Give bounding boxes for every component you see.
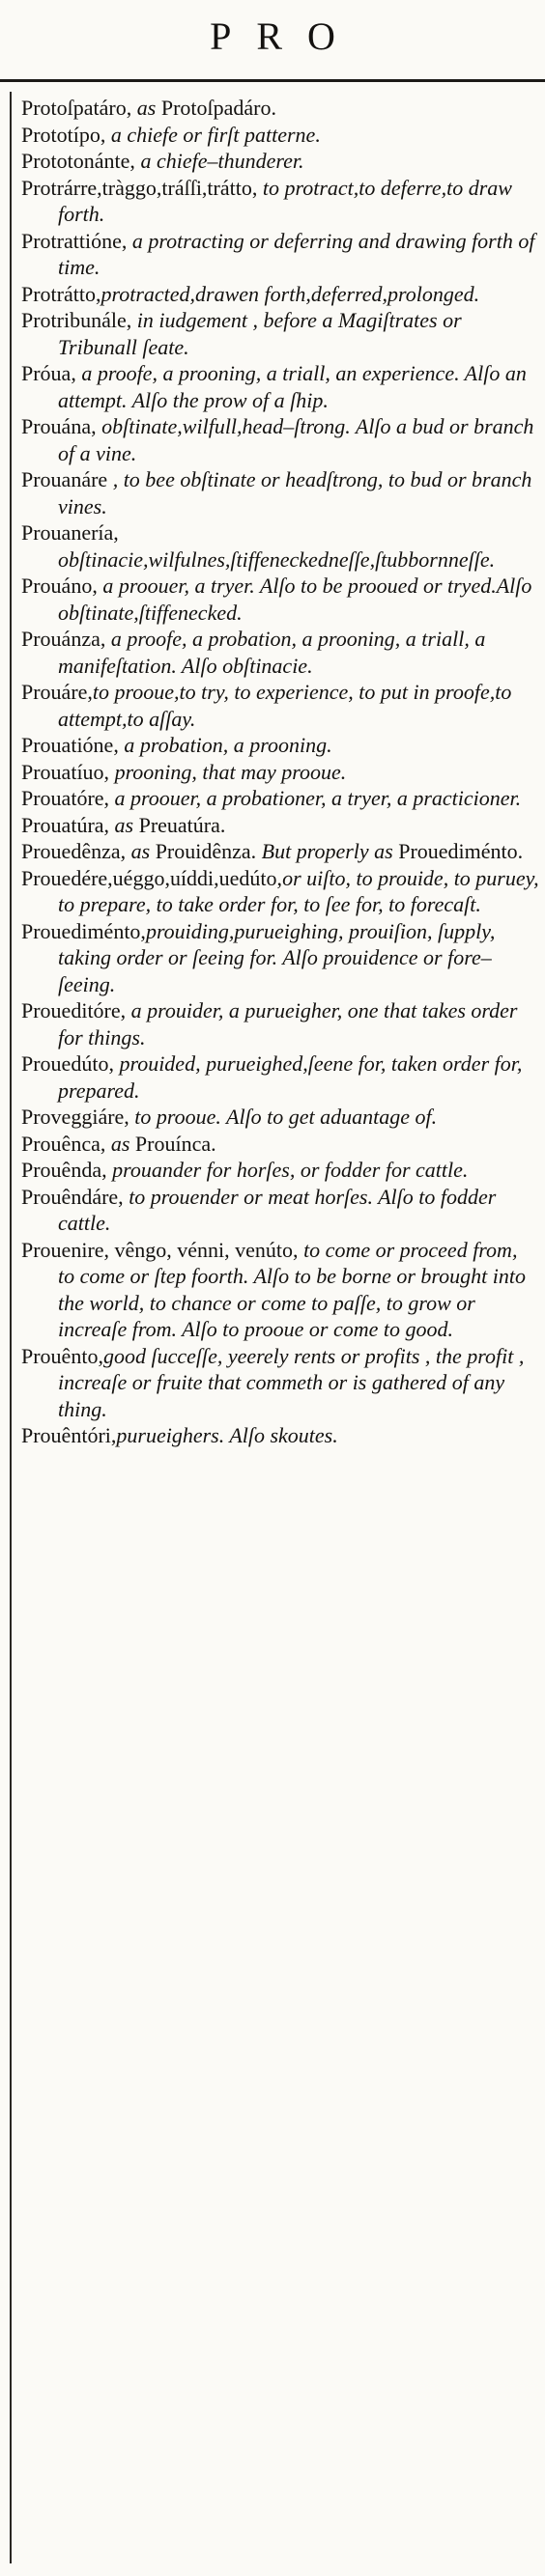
definition: a probation, a prooning. bbox=[118, 733, 332, 757]
dictionary-entry bbox=[21, 1131, 539, 1158]
definition: a proofe, a prooning, a triall, an experience. Alſo an attempt. Alſo the prow of a ſhip. bbox=[58, 361, 532, 412]
headword: Protribunále, bbox=[21, 308, 132, 332]
definition: or uiſto, to prouide, to puruey, to prepare, to take order for, to ſee for, to forecaſt. bbox=[58, 865, 545, 916]
dictionary-entry bbox=[21, 997, 539, 1050]
headword: Prouána, bbox=[21, 414, 97, 438]
definition: protracted,drawen forth,deferred,prolonged. bbox=[100, 281, 480, 306]
headword: Próua, bbox=[21, 361, 76, 385]
definition: prooning, that may prooue. bbox=[109, 759, 347, 784]
cross-reference: Prouediménto. bbox=[398, 839, 524, 863]
dictionary-entry bbox=[21, 812, 539, 839]
headword: Prouatóre, bbox=[21, 786, 110, 810]
headword: Prototonánte, bbox=[21, 149, 135, 173]
cross-reference: Prouidênza. bbox=[155, 839, 257, 863]
dictionary-entry bbox=[21, 360, 539, 413]
definition: a chiefe–thunderer. bbox=[134, 149, 304, 173]
definition: to come or proceed from, to come or ſtep foorth. Alſo to be borne or brought into the world, to chance or come to paſſe, to grow or increaſe from. Alſo to prooue or come to good. bbox=[58, 1237, 531, 1341]
definition: in iudgement , before a Magiſtrates or Tribunall ſeate. bbox=[58, 308, 468, 359]
headword: Prouáno, bbox=[21, 574, 98, 598]
definition: to prooue,to try, to experience, to put in proofe,to attempt,to aſſay. bbox=[58, 680, 517, 731]
headword: Proveggiáre, bbox=[21, 1105, 129, 1129]
dictionary-entry bbox=[21, 148, 539, 175]
running-head: PRO bbox=[210, 14, 360, 58]
headword: Protoſpatáro, bbox=[21, 96, 132, 120]
definition: as bbox=[105, 1131, 135, 1156]
cross-reference: Preuatúra. bbox=[138, 812, 226, 837]
definition: to prouender or meat horſes. Alſo to fodder cattle. bbox=[58, 1184, 502, 1235]
dictionary-entry bbox=[21, 1422, 539, 1449]
definition: to prooue. Alſo to get aduantage of. bbox=[129, 1105, 438, 1129]
headword: Prouatióne, bbox=[21, 733, 119, 757]
headword: Prouediménto, bbox=[21, 918, 146, 943]
dictionary-entry bbox=[21, 281, 539, 308]
dictionary-entry bbox=[21, 679, 539, 732]
dictionary-entry bbox=[21, 1157, 539, 1184]
dictionary-entry bbox=[21, 918, 539, 998]
definition: as bbox=[109, 812, 139, 837]
headword: Prouáre, bbox=[21, 680, 93, 704]
definition: a protracting or deferring and drawing forth of time. bbox=[58, 228, 540, 279]
dictionary-entry bbox=[21, 175, 539, 228]
definition: good ſucceſſe, yeerely rents or profits , the profit , increaſe or fruite that commeth or is gathered of any thing. bbox=[58, 1343, 530, 1421]
dictionary-entry bbox=[21, 865, 545, 918]
headword: Prouêndáre, bbox=[21, 1184, 124, 1209]
headword: Prouatíuo, bbox=[21, 759, 110, 784]
definition: , to bee obſtinate or headſtrong, to bud or branch vines. bbox=[58, 467, 537, 518]
definition: purueighers. Alſo skoutes. bbox=[116, 1423, 338, 1447]
headword: Prouênda, bbox=[21, 1158, 107, 1182]
headword: Prouatúra, bbox=[21, 812, 110, 837]
header-rule bbox=[0, 79, 545, 82]
dictionary-entry bbox=[21, 1343, 539, 1423]
dictionary-entry bbox=[21, 759, 539, 786]
definition-continued: But properly as bbox=[256, 839, 399, 863]
headword: Protrattióne, bbox=[21, 228, 128, 253]
entry-column bbox=[21, 95, 545, 1449]
dictionary-entry bbox=[21, 413, 539, 466]
headword: Prouênto, bbox=[21, 1343, 103, 1368]
headword: Prouedére,uéggo,uíddi,uedúto, bbox=[21, 865, 283, 890]
dictionary-entry bbox=[21, 95, 539, 122]
definition: a prouider, a purueigher, one that takes order for things. bbox=[58, 998, 523, 1050]
dictionary-entry bbox=[21, 626, 539, 679]
headword: Prouêntóri, bbox=[21, 1423, 117, 1447]
headword: Prouánza, bbox=[21, 627, 106, 651]
dictionary-entry bbox=[21, 732, 539, 759]
column-rule bbox=[10, 92, 12, 2563]
definition: as bbox=[126, 839, 156, 863]
dictionary-entry bbox=[21, 466, 539, 519]
definition: a proofe, a probation, a prooning, a triall, a manifeſtation. Alſo obſtinacie. bbox=[58, 627, 491, 678]
dictionary-entry bbox=[21, 838, 539, 865]
headword: Proueditóre, bbox=[21, 998, 127, 1022]
dictionary-entry bbox=[21, 1184, 539, 1237]
dictionary-entry bbox=[21, 519, 539, 573]
headword: Prouenire, vêngo, vénni, venúto, bbox=[21, 1237, 299, 1262]
dictionary-entry bbox=[21, 228, 539, 281]
headword: Protrátto, bbox=[21, 281, 101, 306]
headword: Prouênca, bbox=[21, 1131, 106, 1156]
dictionary-entry bbox=[21, 122, 539, 149]
definition: obſtinate,wilfull,head–ſtrong. Alſo a bud or branch of a vine. bbox=[58, 414, 539, 465]
definition: prouiding,purueighing, prouiſion, ſupply, taking order or ſeeing for. Alſo prouidence or fore–ſeeing. bbox=[58, 918, 501, 996]
definition: prouided, purueighed,ſeene for, taken order for, prepared. bbox=[58, 1051, 528, 1103]
definition: a proouer, a probationer, a tryer, a practicioner. bbox=[109, 786, 522, 810]
definition: a proouer, a tryer. Alſo to be prooued or tryed.Alſo obſtinate,ſtiffenecked. bbox=[58, 574, 537, 625]
definition: prouander for horſes, or fodder for cattle. bbox=[106, 1158, 469, 1182]
definition: as bbox=[131, 96, 161, 120]
dictionary-entry bbox=[21, 785, 539, 812]
headword: Prouanáre bbox=[21, 467, 108, 491]
dictionary-entry bbox=[21, 307, 539, 360]
headword: Prouanería, bbox=[21, 520, 119, 545]
headword: Prouedúto, bbox=[21, 1051, 114, 1076]
dictionary-entry bbox=[21, 1237, 539, 1343]
headword: Prototípo, bbox=[21, 122, 106, 147]
definition: obſtinacie,wilfulnes,ſtiffeneckedneſſe,ſtubbornneſſe. bbox=[58, 520, 496, 572]
dictionary-entry bbox=[21, 573, 539, 626]
definition: a chiefe or firſt patterne. bbox=[105, 122, 321, 147]
cross-reference: Protoſpadáro. bbox=[160, 96, 276, 120]
headword: Prouedênza, bbox=[21, 839, 127, 863]
dictionary-entry bbox=[21, 1050, 539, 1104]
definition: to protract,to deferre,to draw forth. bbox=[58, 175, 518, 226]
dictionary-entry bbox=[21, 1104, 539, 1131]
cross-reference: Prouínca. bbox=[134, 1131, 216, 1156]
headword: Protrárre,tràggo,tráſſi,trátto, bbox=[21, 175, 258, 200]
